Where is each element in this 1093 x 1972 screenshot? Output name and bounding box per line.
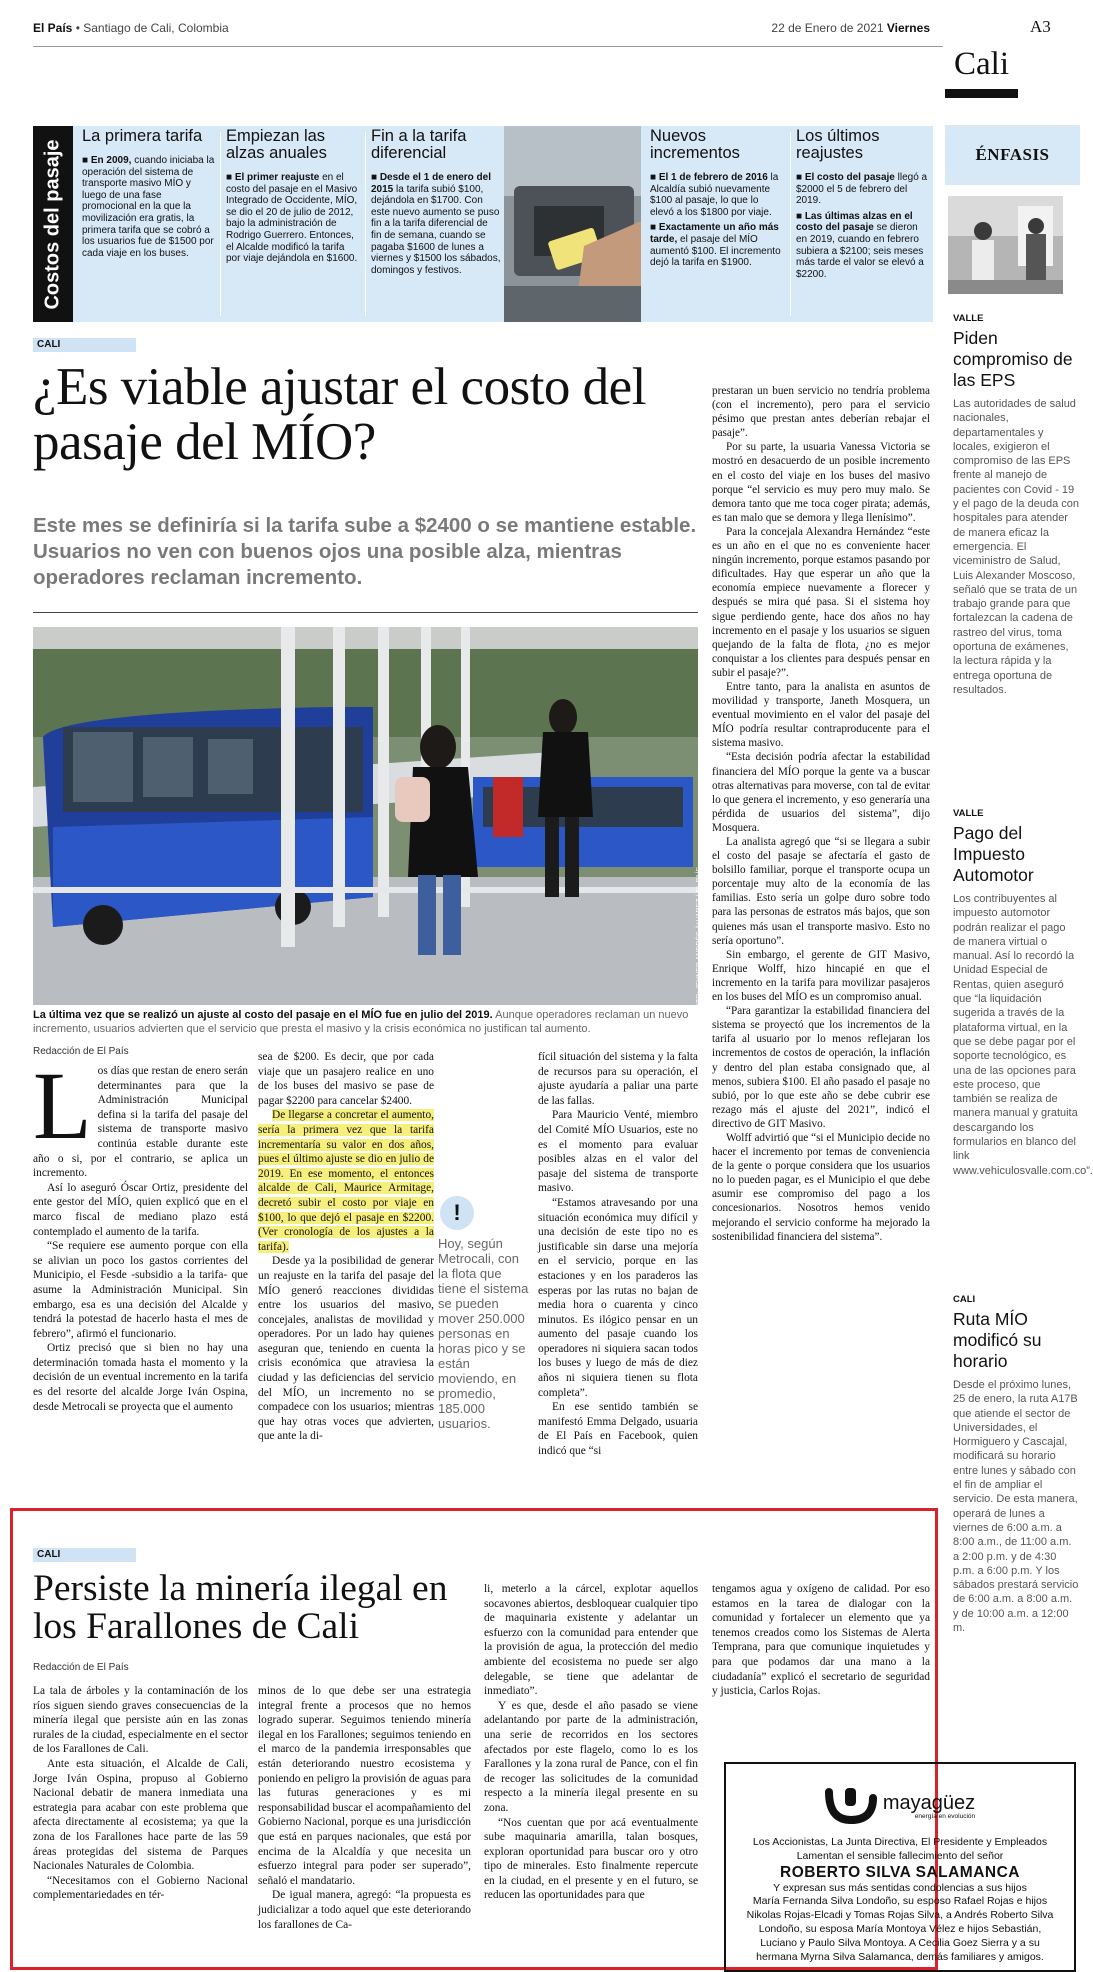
timeline-item: Fin a la tarifa diferencial ■ Desde el 1 de enero del 2015 la tarifa subió $100, dejándola en $1700. Con este nuevo aumento se puso fin a la tarifa diferencial de fin de semana, cuando se pagaba $1600 de lunes a viernes y $1500 los sábados, domingos y festivos. <box>371 127 501 276</box>
section-name: Cali <box>954 46 1009 82</box>
photo-caption: La última vez que se realizó un ajuste al costo del pasaje en el MÍO fue en julio del 2019. Aunque operadores reclaman un nuevo incremento, usuarios advierten que el servicio que presta el masivo y la crisis económica no justifican tal aumento. <box>33 1009 689 1035</box>
sidebar-headline: Piden compromiso de las EPS <box>953 328 1073 390</box>
sidebar-item: VALLE Pago del Impuesto Automotor Los contribuyentes al impuesto automotor podrán realizar el pago de manera virtual o manual. Así lo recordó la Unidad Especial de Rentas, quien aseguró que “la liquidación sugerida a través de la plataforma virtual, en la que se debe pagar por el soporte tecnológico, es una de las opciones para este proceso, que también se realiza de manera manual y gratuita descargando los formularios en blanco del link www.vehiculosvalle.com.co”. <box>953 808 1093 1177</box>
headline: ¿Es viable ajustar el costo del pasaje del MÍO? <box>33 358 646 471</box>
sidebar-title: ÉNFASIS <box>975 145 1050 164</box>
timeline-photo <box>504 126 641 322</box>
article-column-3: fícil situación del sistema y la falta de recursos para su operación, el ajuste ayudaría a paliar una parte de las fallas. Para Mauricio Venté, miembro del Comité MÍO Usuarios, este no es el momento para evaluar posibles alzas en el valor del pasaje del sistema de transporte masivo. “Estamos atravesando por una situación económica muy difícil y una decisión de este tipo no es justificable sin darse una mejoría en el servicio, porque en las estaciones y en los paraderos las esperas por las rutas no bajan de media hora o cuarenta y cinco minutos. Es ilógico pensar en un aumento del pasaje cuando los operadores ni siquiera sacan todos los buses y luego de más de diez años ni siquiera tienen su flota completa”. En ese sentido también se manifestó Emma Delgado, usuaria de El País en Facebook, quien indicó que “si <box>538 1051 698 1458</box>
exclamation-icon: ! <box>440 1196 474 1230</box>
hospital-corridor-image <box>948 196 1063 294</box>
byline: Redacción de El País <box>33 1046 129 1057</box>
sidebar-header <box>945 125 1080 185</box>
timeline-item: Los últimos reajustes ■ El costo del pasaje llegó a $2000 el 5 de febrero del 2019. ■ Las últimas alzas en el costo del pasaje se dieron en 2019, cuando en febrero subiera a $2100; seis meses más tarde el valor se elevó a $2200. <box>796 127 928 280</box>
deck-rule <box>33 612 698 613</box>
photo-credit: FOTO: JEYNER ANDRÉS ÁLVAREZ / EL PAÍS <box>696 867 703 1013</box>
timeline-title: Empiezan las alzas anuales <box>226 127 327 162</box>
sidebar-headline: Pago del Impuesto Automotor <box>953 823 1034 885</box>
timeline-title: Los últimos reajustes <box>796 127 880 162</box>
callout-text: Hoy, según Metrocali, con la flota que tiene el sistema se pueden mover 250.000 personas en horas pico y se están moviendo, en promedio, 185.000 usuarios. <box>438 1236 529 1431</box>
timeline-title: La primera tarifa <box>82 127 203 145</box>
sidebar-item: VALLE Piden compromiso de las EPS Las autoridades de salud nacionales, departamentales y locales, exigieron el compromiso de las EPS frente al manejo de pacientes con Covid - 19 y el pago de la deuda con hospitales para atender de manera eficaz la emergencia. El viceministro de Salud, Luis Alexander Moscoso, señaló que se trata de un trabajo grande para que fortalezcan la cadena de rastreo del virus, toma oportuna de exámenes, la lectura rápida y la entrega oportuna de resultados. <box>953 313 1079 696</box>
highlighted-text: De llegarse a concretar el aumento, sería la primera vez que la tarifa incrementaría su valor en dos años, pues el último ajuste se dio en julio de 2019. En ese momento, el entonces alcalde de Cali, Maurice Armitage, decretó subir el costo por viaje en $100, lo que dejó el pasaje en $2200. (Ver cronología de los ajustes a la tarifa). <box>258 1109 434 1253</box>
sidebar-item: CALI Ruta MÍO modificó su horario Desde el próximo lunes, 25 de enero, la ruta A17B que atiende el sector de Universidades, el Hormiguero y Cascajal, modificará su horario entre lunes y sábado con el fin de ampliar el servicio. De esta manera, operará de lunes a viernes de 6:00 a.m. a 8:00 a.m., de 11:00 a.m. a 2:00 p.m. y de 4:30 p.m. a 6:00 p.m. Y los sábados prestará servicio de 6:00 a.m. a 8:00 a.m. y de 10:00 a.m. a 12:00 m. <box>953 1294 1079 1635</box>
date: 22 de Enero de 2021 <box>771 21 884 35</box>
section-kicker: CALI <box>33 338 136 352</box>
timeline-label: Costos del pasaje <box>41 138 64 310</box>
timeline-label-box <box>33 126 73 322</box>
timeline-item: Empiezan las alzas anuales ■ El primer reajuste en el costo del pasaje en el Masivo Integrado de Occidente, MÍO, se dio el 20 de julio de 2012, bajo la administración de Rodrigo Guerrero. Entonces, el Alcalde modificó la tarifa por viaje dejándola en $1600. <box>226 128 361 320</box>
obituary-ad: mayagüez energía en evolución Los Accionistas, La Junta Directiva, El Presidente y Empleados Lamentan el sensible fallecimiento del señor ROBERTO SILVA SALAMANCA Y expresan sus más sentidas condolencias a sus hijos María Fernanda Silva Londoño, su esposo Rafael Rojas e hijos Nikolas Rojas-Elcadi y Tomas Rojas Silva, a Andrés Roberto Silva Londoño, su esposa María Montoya Vélez e hijos Sebastián, Luciano y Paulo Silva Montoya. A Cecilia Goez Sierra y a su hermana Myrna Silva Salamanca, demás familiares y amigos. <box>724 1762 1076 1972</box>
page-header: El País • Santiago de Cali, Colombia <box>33 21 229 35</box>
deck: Este mes se definiría si la tarifa sube a $2400 o se mantiene estable. Usuarios no ven con buenos ojos una posible alza, mientras operadores reclaman incremento. <box>33 514 697 589</box>
page-number: A3 <box>1030 17 1051 36</box>
mayaguez-logo-icon <box>825 1786 877 1826</box>
timeline-title: Fin a la tarifa diferencial <box>371 127 467 162</box>
paper-name: El País <box>33 21 73 35</box>
ad-name: ROBERTO SILVA SALAMANCA <box>780 1863 1020 1881</box>
ad-brand: mayagüez <box>882 1791 976 1814</box>
header-rule <box>33 46 943 47</box>
main-photo <box>33 627 703 1013</box>
article-column-2: sea de $200. Es decir, que por cada viaje que un pasajero realice en uno de los buses del masivo se pase de pagar $2200 para cancelar $2400. De llegarse a concretar el aumento, sería la primera vez que la tarifa incrementaría su valor en dos años, pues el último ajuste se dio en julio de 2019. En ese momento, el entonces alcalde de Cali, Maurice Armitage, decretó subir el costo por viaje en $100, lo que dejó el pasaje en $2200. (Ver cronología de los ajustes a la tarifa). Desde ya la posibilidad de generar un reajuste en la tarifa del pasaje del MÍO generó reacciones divididas entre los usuarios del masivo, concejales, analistas de movilidad y operadores. Por un lado hay quienes aseguran que, teniendo en cuenta la crisis económica que atraviesa la ciudad y las deficiencias del servicio del MÍO, un incremento no se compadece con los usuarios; mientras que hay otras voces que advierten, que ante la di- <box>258 1051 434 1443</box>
timeline-title: Nuevos incrementos <box>650 127 740 162</box>
sidebar-kicker: VALLE <box>953 808 984 819</box>
timeline-item: Nuevos incrementos ■ El 1 de febrero de 2016 la Alcaldía subió nuevamente $100 al pasaje, lo que lo elevó a los $1800 por viaje. ■ Exactamente un año más tarde, el pasaje del MÍO aumentó $100. El incremento dejó la tarifa en $1900. <box>650 128 785 320</box>
section-kicker: CALI <box>33 1548 136 1562</box>
bus-station-photo <box>33 627 698 1005</box>
fare-card-reader-image <box>504 126 641 322</box>
sidebar-kicker: VALLE <box>953 313 984 324</box>
article-column-3: li, meterlo a la cárcel, explotar aquellos socavones abiertos, desbloquear cualquier tipo de maquinaria existente y adelantar un esfuerzo con la comunidad para entender que la provisión de agua, la protección del medio ambiente del ecosistema no puede ser algo delegable, se tiene que adelantar de inmediato”. Y es que, desde el año pasado se viene adelantando por parte de la administración, una serie de recorridos en los sectores afectados por este flagelo, como lo es los Farallones y la zona rural de Pance, con el fin de recoger las solicitudes de la comunidad respecto a la minería ilegal presente en su zona. “Nos cuentan que por acá eventualmente sube maquinaria amarilla, talan bosques, exploran oportunidad para buscar oro y otro tipo de minerales. Esto finalmente repercute en la ciudad, en el presente y en el futuro, se reducen las oportunidades para que <box>484 1583 698 1902</box>
article-column-2: minos de lo que debe ser una estrategia integral frente a procesos que no hemos logrado superar. Seguimos teniendo minería ilegal en los Farallones; seguimos teniendo en el marco de la pandemia irresponsables que están deteriorando nuestro ecosistema y poniendo en peligro la provisión de aguas para las futuras generaciones y es mi responsabilidad buscar el acompañamiento del Gobierno Nacional, porque es una jurisdicción que está en parques nacionales, que está por encima de la Alcaldía y que necesita un esfuerzo integral para poder ser superado”, señaló el mandatario. De igual manera, agregó: “la propuesta es judicializar a todo aquel que este deteriorando los farallones de Ca- <box>258 1685 471 1931</box>
callout <box>438 1196 530 1431</box>
article-column-4: tengamos agua y oxígeno de calidad. Por eso estamos en la tarea de dialogar con la comunidad y fortalecer un elemento que ya tenemos creados como los Sistemas de Alerta Temprana, para que comunique inquietudes y para que podamos dar una mano a la ciudadanía” explicó el secretario de seguridad y justicia, Carlos Rojas. <box>712 1583 930 1698</box>
page-date <box>740 21 930 35</box>
headline: Persiste la minería ilegal en los Farallones de Cali <box>33 1568 448 1647</box>
sidebar-headline: Ruta MÍO modificó su horario <box>953 1309 1042 1371</box>
sidebar-photo <box>948 196 1063 294</box>
article-column-4: prestaran un buen servicio no tendría problema (con el incremento), pero para el servicio pésimo que prestan antes deberían rebajar el pasaje”. Por su parte, la usuaria Vanessa Victoria se mostró en desacuerdo de un posible incremento en el costo del viaje en los buses del masivo porque “el servicio es muy pero muy malo. Se demora tanto que me toca coger pirata; además, es tan malo que se demora y llega llenísimo”. Para la concejala Alexandra Hernández “este es un año en el que no es conveniente hacer ningún incremento, porque estamos pasando por dificultades. Hay que esperar un año que la economía empiece nuevamente a florecer y después se mira qué pasa. Si el sistema hoy sigue perdiendo gente, hace dos años no hay incremento en el pasaje y los usuarios se siguen quejando de la falta de flota, ¿no es mejor conquistar a los clientes para después pensar en subir el pasaje?”. Entre tanto, para la analista en asuntos de movilidad y transporte, Janeth Mosquera, un eventual movimiento en el valor del pasaje del MÍO podría resultar contraproducente para el sistema masivo. “Esta decisión podría afectar la estabilidad financiera del MÍO porque la gente va a buscar otras alternativas para moverse, con tal de evitar lo que genera el incremento, y eso generaría una pérdida de usuarios del sistema”, dijo Mosquera. La analista agregó que “si se llegara a subir el costo del pasaje se afectaría el gasto de bolsillo familiar, porque el transporte ocupa un porcentaje muy alto de la economía de las familias. Esto sería un golpe duro sobre todo para las personas de estratos más bajos, que son quienes más usan el transporte masivo. Esto no sería oportuno”. Sin embargo, el gerente de GIT Masivo, Enrique Wolff, hizo hincapié en que el incremento en la tarifa para movilizar pasajeros en los buses del MÍO es un compromiso anual. “Para garantizar la estabilidad financiera del sistema se proyectó que los incrementos de la tarifa al usuario por lo menos reflejaran los incrementos de costos de operación, la inflación y dentro del plan estaba consignado que, al menos, subiera $100. El año pasado el pasaje no subió, por lo que este año se debe cubrir ese rezago más el ajuste del 2021”, indicó el directivo de GIT Masivo. Wolff advirtió que “si el Municipio decide no hacer el incremento por temas de conveniencia de la gente o porque considera que los usuarios no lo pueden pagar, es el Municipio el que debe asumir ese compromiso del pago a los concesionarios. Nosotros hemos venido mejorando el servicio conforme ha mejorado la sostenibilidad financiera del sistema”. <box>712 385 930 1243</box>
article-column-1: La tala de árboles y la contaminación de los ríos siguen siendo graves consecuencias de la minería ilegal que persiste aún en las zonas rurales de la ciudad, especialmente en el sector de los Farallones de Cali. Ante esta situación, el Alcalde de Cali, Jorge Iván Ospina, propuso al Gobierno Nacional debatir de manera inmediata una estrategia para acabar con este problema que afecta directamente al ecosistema; ya que la zona de los Farallones hace parte de las 59 áreas protegidas del sistema de Parques Nacionales Naturales de Colombia. “Necesitamos con el Gobierno Nacional complementariedades en tér- <box>33 1685 248 1902</box>
timeline-divider <box>365 132 366 316</box>
section-box <box>945 40 1018 98</box>
drop-cap: L <box>33 1052 92 1159</box>
timeline-divider <box>790 132 791 316</box>
ad-tagline: energía en evolución <box>914 1812 976 1820</box>
day: Viernes <box>886 21 930 35</box>
article-column-1: L os días que restan de enero serán determinantes para que la Administración Municipal defina si la tarifa del pasaje del sistema de transporte masivo continúa estable durante este año o si, por el contrario, se aplica un incremento. Así lo aseguró Óscar Ortiz, presidente del ente gestor del MÍO, quien explicó que en el marco fiscal de mediano plazo está contemplado el aumento de la tarifa. “Se requiere ese aumento porque con ella se alivian un poco los gastos corrientes del Municipio, el Fesde -subsidio a la tarifa- que asume la Administración Municipal. Sin embargo, esa es una decisión del Alcalde y tendrá la potestad de hacerlo hasta el mes de febrero”, afirmó el funcionario. Ortiz precisó que si bien no hay una determinación tomada hasta el momento y la decisión de un eventual incremento en la tarifa es del resorte del alcalde Jorge Iván Ospina, desde Metrocali se proyecta que el aumento <box>33 1052 248 1413</box>
timeline-divider <box>220 132 221 316</box>
byline: Redacción de El País <box>33 1662 129 1673</box>
paper-location: Santiago de Cali, Colombia <box>83 21 229 35</box>
sidebar-kicker: CALI <box>953 1294 976 1305</box>
ad-logo <box>726 1784 1074 1828</box>
timeline-item: La primera tarifa ■ En 2009, cuando iniciaba la operación del sistema de transporte masivo MÍO y luego de una fase promocional en la que la movilización era gratis, la primera tarifa que se cobró a los usuarios fue de $1500 por cada viaje en los buses. <box>82 128 217 320</box>
